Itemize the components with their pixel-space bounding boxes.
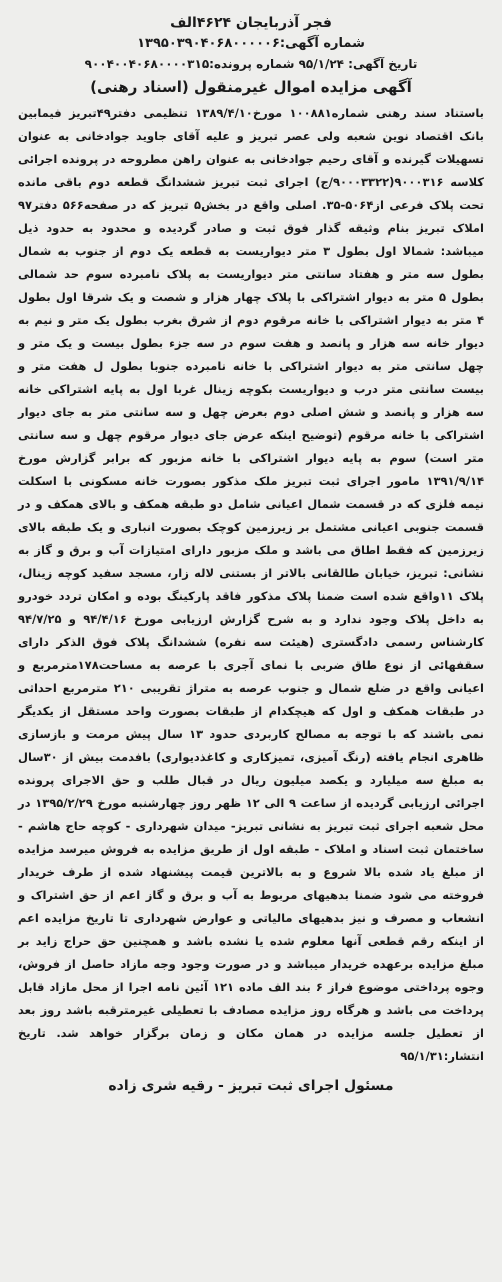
ad-date-and-file-number: تاریخ آگهی: ۹۵/۱/۲۴ شماره پرونده:۹۰۰۴۰۰۴۰۶۸۰۰۰۰۳۱۵ [84, 57, 418, 71]
auction-notice [6, 8, 496, 1276]
ad-number: شماره آگهی:۱۳۹۵۰۳۹۰۴۰۶۸۰۰۰۰۰۶ [137, 36, 365, 51]
signature-line: مسئول اجرای ثبت تبریز - رقیه شری زاده [108, 1078, 394, 1094]
newspaper-source: فجر آذربایجان ۴۶۲۴الف [170, 15, 332, 31]
notice-body: باستناد سند رهنی شماره۱۰۰۸۸۱ مورخ۱۳۸۹/۴/۱۰ تنظیمی دفتر۴۹تبریز فیمابین بانک اقتصاد نوین شعبه ولی عصر تبریز و علیه آقای جاوید جوادخانی به عنوان تسهیلات گیرنده و آقای رحیم جوادخانی به عنوان راهن مطروحه در پرونده اجرائی کلاسه ۹۰۰۰۳۱۶(۹۰۰۰۳۳۲۲/ج) اجرای ثبت تبریز ششدانگ قطعه دوم باقی مانده تحت پلاک فرعی از۵۰۶۴-۳۵. اصلی واقع در بخش۵ تبریز که در صفحه۵۶۶ دفتر۹۷ املاک تبریز بنام وثیقه گذار فوق ثبت و صادر گردیده و محدود به حدود ذیل میباشد: شمالا اول بطول ۳ متر دیواریست به قطعه یک دوم از جنوب به شمال بطول سه متر و هفتاد سانتی متر دیواریست به پلاک نامبرده سوم حد شمالی بطول ۵ متر به دیوار اشتراکی با پلاک چهار هزار و شصت و یک شرقا اول بطول ۴ متر به دیوار اشتراکی با خانه مرقوم دوم از شرق بغرب بطول یک متر و نیم به دیوار خانه سه هزار و پانصد و هفت سوم در سه جزء بطول بیست و یک متر و چهل سانتی متر به دیوار اشتراکی با خانه نامبرده جنوبا بطول ل هفت متر و بیست سانتی متر درب و دیواریست بکوچه زینال غربا اول به پایه اشتراکی خانه سه هزار و پانصد و شش اصلی دوم بعرض چهل و سه سانتی متر به جای دیوار اشتراکی با خانه مرقوم (توضیح اینکه عرض جای دیوار مرقوم چهل و سه سانتی متر است) سوم به پایه دیوار اشتراکی با خانه مزبور که برابر گزارش مورخ ۱۳۹۱/۹/۱۴ مامور اجرای ثبت تبریز ملک مذکور بصورت خانه مسکونی با اسکلت نیمه فلزی که در قسمت شمال اعیانی شامل دو طبقه همکف و بالای همکف و در قسمت جنوبی اعیانی مشتمل بر زیرزمین کوچک بصورت انباری و یک طبقه بالای زیرزمین که فقط اطاق می باشد و ملک مزبور دارای امتیازات آب و برق و گاز به نشانی: تبریز، خیابان طالقانی بالاتر از بستنی لاله زار، مسجد سفید کوچه زینال، پلاک ۱۱واقع شده است ضمنا پلاک مذکور فاقد پارکینگ بوده و امکان تردد خودرو به داخل پلاک وجود ندارد و به شرح گزارش ارزیابی مورخ ۹۴/۴/۱۶ و ۹۴/۷/۲۵ کارشناس رسمی دادگستری (هیئت سه نفره) ششدانگ پلاک فوق الذکر دارای سقفهائی از نوع طاق ضربی با نمای آجری با عرصه به مساحت۱۷۸مترمربع و اعیانی واقع در ضلع شمال و جنوب عرصه به متراژ تقریبی ۲۱۰ مترمربع احداثی در طبقات همکف و اول که هیچکدام از طبقات بصورت واحد مستقل از یکدیگر نمی باشند که با توجه به مصالح کاربردی حدود ۱۳ سال پیش مرمت و بازسازی ظاهری انجام یافته (رنگ آمیزی، تمیزکاری و کاغذدیواری) بافدمت بیش از ۳۰سال به مبلغ سه میلیارد و یکصد میلیون ریال در قبال طلب و حق الاجرای پرونده اجرائی ارزیابی گردیده از ساعت ۹ الی ۱۲ ظهر روز چهارشنبه مورخ ۱۳۹۵/۲/۲۹ در محل شعبه اجرای ثبت تبریز به نشانی تبریز- میدان شهرداری - کوچه حاج هاشم - ساختمان ثبت اسناد و املاک - طبقه اول از طریق مزایده به فروش میرسد مزایده از مبلغ یاد شده بالا شروع و به بالاترین قیمت پیشنهاد شده از طرف خریدار فروخته می شود ضمنا بدهیهای مربوط به آب و برق و گاز اعم از حق اشتراک و انشعاب و مصرف و نیز بدهیهای مالیاتی و عوارض شهرداری تا تاریخ مزایده اعم از اینکه رقم قطعی آنها معلوم شده یا نشده باشد و همچنین حق حراج زاید بر مبلغ مزایده برعهده خریدار میباشد و در صورت وجود وجه مازاد حاصل از فروش، وجوه پرداختی موضوع فراز ۶ بند الف ماده ۱۲۱ آئین نامه اجرا از محل مازاد قابل پرداخت می باشد و هرگاه روز مزایده مصادف با تعطیلی غیرمترقبه باشد روز بعد از تعطیل جلسه مزایده در همان مکان و زمان برگزار خواهد شد. تاریخ انتشار:۹۵/۱/۳۱ [18, 106, 485, 1063]
notice-title: آگهی مزایده اموال غیرمنقول (اسناد رهنی) [90, 78, 412, 96]
